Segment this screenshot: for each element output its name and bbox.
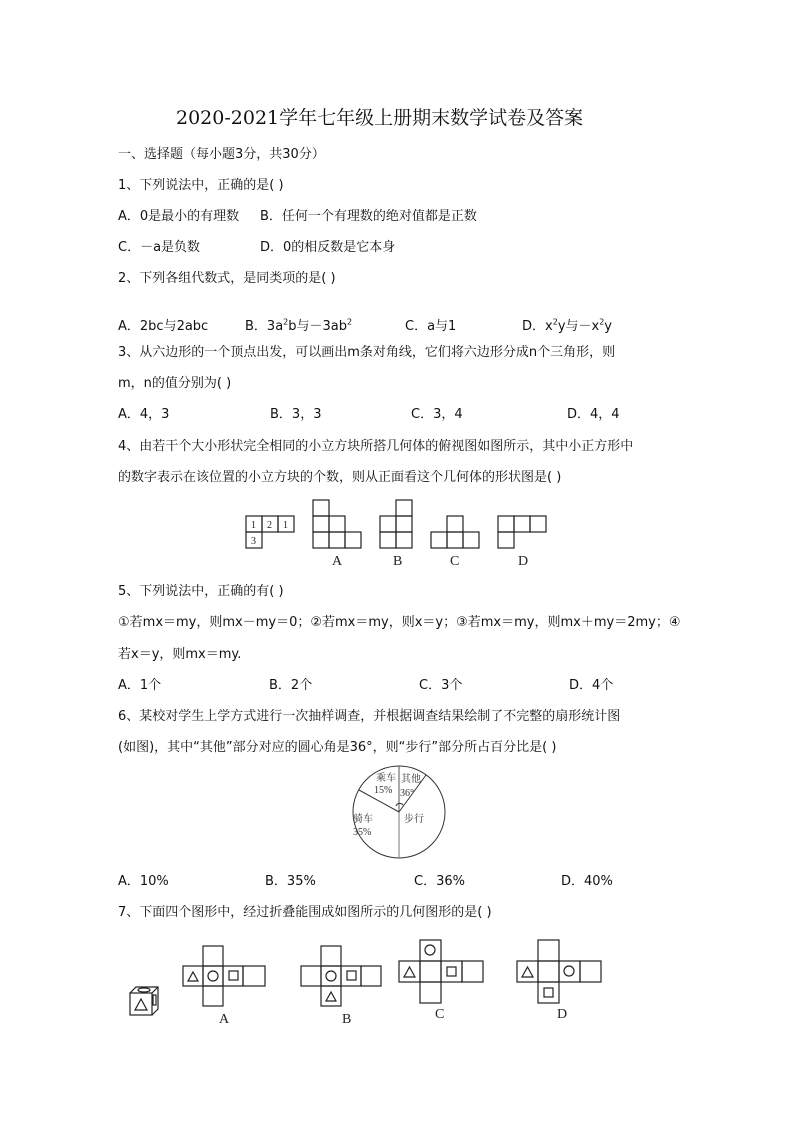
q4-stem-line1: 4、由若干个大小形状完全相同的小立方块所搭几何体的俯视图如图所示，其中小正方形中 bbox=[118, 439, 634, 454]
triangle-icon bbox=[404, 967, 415, 977]
q5-option-c: C．3个 bbox=[419, 678, 463, 693]
square-icon bbox=[229, 971, 238, 980]
q4-label-a: A bbox=[332, 554, 343, 569]
q1-option-a: A．0是最小的有理数 bbox=[118, 209, 240, 224]
q4-label-b: B bbox=[393, 554, 403, 569]
pie-label: 步行 bbox=[404, 814, 424, 825]
top-view-number: 2 bbox=[267, 520, 272, 531]
q2-option-b: B．$3a^2b$与$-3ab^2$ bbox=[245, 317, 353, 334]
pie-value: 15% bbox=[374, 785, 393, 796]
square-icon bbox=[347, 971, 356, 980]
triangle-icon bbox=[326, 992, 336, 1001]
q5-body-line2: 若x＝y，则mx＝my. bbox=[118, 647, 242, 662]
triangle-icon bbox=[522, 967, 533, 977]
q6-option-c: C．36% bbox=[414, 874, 465, 889]
q4-stem-line2: 的数字表示在该位置的小立方块的个数，则从正面看这个几何体的形状图是( ) bbox=[118, 470, 562, 485]
q2-option-c: C．a与1 bbox=[405, 319, 457, 334]
circle-icon bbox=[425, 945, 435, 955]
q1-option-d: D．0的相反数是它本身 bbox=[260, 240, 396, 255]
cube-figure bbox=[130, 987, 158, 1015]
q5-option-d: D．4个 bbox=[569, 678, 614, 693]
q1-option-b: B．任何一个有理数的绝对值都是正数 bbox=[260, 209, 477, 224]
q7-option-c-net bbox=[399, 940, 483, 1003]
q7-stem: 7、下面四个图形中，经过折叠能围成如图所示的几何图形的是( ) bbox=[118, 905, 492, 920]
q4-option-b-figure bbox=[380, 500, 412, 548]
q4-label-c: C bbox=[450, 554, 460, 569]
q6-stem-line2: (如图)，其中“其他”部分对应的圆心角是36°，则“步行”部分所占百分比是( ) bbox=[118, 740, 557, 755]
q3-stem-line2: m，n的值分别为( ) bbox=[118, 376, 232, 391]
q2-stem: 2、下列各组代数式，是同类项的是( ) bbox=[118, 271, 336, 286]
circle-icon bbox=[208, 971, 218, 981]
pie-value: 36° bbox=[400, 788, 414, 799]
q4-figures bbox=[240, 495, 560, 570]
section-heading: 一、选择题（每小题3分，共30分） bbox=[118, 147, 325, 162]
q4-option-a-figure bbox=[313, 500, 361, 548]
pie-label: 乘车 bbox=[376, 773, 396, 784]
q7-label-d: D bbox=[557, 1007, 568, 1022]
triangle-icon bbox=[188, 972, 198, 981]
page-title: 2020-2021学年七年级上册期末数学试卷及答案 bbox=[176, 107, 584, 129]
q6-pie-chart bbox=[340, 760, 460, 865]
q7-label-c: C bbox=[435, 1007, 445, 1022]
q6-option-a: A．10% bbox=[118, 874, 169, 889]
q3-stem-line1: 3、从六边形的一个顶点出发，可以画出m条对角线，它们将六边形分成n个三角形，则 bbox=[118, 345, 616, 360]
q1-option-c: C．－a是负数 bbox=[118, 240, 201, 255]
q6-option-d: D．40% bbox=[561, 874, 613, 889]
top-view-number: 1 bbox=[251, 520, 256, 531]
top-view-number: 3 bbox=[251, 536, 256, 547]
square-icon bbox=[544, 988, 553, 997]
circle-icon bbox=[326, 971, 336, 981]
q5-option-b: B．2个 bbox=[269, 678, 313, 693]
q6-stem-line1: 6、某校对学生上学方式进行一次抽样调查，并根据调查结果绘制了不完整的扇形统计图 bbox=[118, 709, 621, 724]
q4-option-d-figure bbox=[498, 516, 546, 548]
q7-figures bbox=[120, 935, 620, 1030]
q5-body-line1: ①若mx＝my，则mx－my＝0；②若mx＝my，则x＝y；③若mx＝my，则mx＋my＝2my；④ bbox=[118, 615, 681, 630]
q5-stem: 5、下列说法中，正确的有( ) bbox=[118, 584, 284, 599]
q3-option-d: D．4，4 bbox=[567, 407, 620, 422]
q3-option-b: B．3，3 bbox=[270, 407, 322, 422]
square-icon bbox=[447, 967, 456, 976]
q3-option-c: C．3，4 bbox=[411, 407, 463, 422]
top-view-number: 1 bbox=[283, 520, 288, 531]
q2-option-a: A．2bc与2abc bbox=[118, 319, 209, 334]
q1-stem: 1、下列说法中，正确的是( ) bbox=[118, 178, 284, 193]
q2-option-d: D．$x^2y$与$-x^2y$ bbox=[522, 317, 612, 334]
q7-option-d-net bbox=[517, 940, 601, 1003]
pie-value: 35% bbox=[353, 827, 372, 838]
q5-option-a: A．1个 bbox=[118, 678, 162, 693]
q7-option-a-net bbox=[183, 946, 265, 1006]
circle-icon bbox=[564, 966, 574, 976]
pie-label: 骑车 bbox=[353, 814, 373, 825]
q7-option-b-net bbox=[301, 946, 381, 1006]
pie-label: 其他 bbox=[401, 774, 421, 785]
q7-label-a: A bbox=[219, 1012, 230, 1027]
q4-option-c-figure bbox=[431, 516, 479, 548]
q6-option-b: B．35% bbox=[265, 874, 316, 889]
q4-label-d: D bbox=[518, 554, 529, 569]
q3-option-a: A．4，3 bbox=[118, 407, 170, 422]
q7-label-b: B bbox=[342, 1012, 352, 1027]
